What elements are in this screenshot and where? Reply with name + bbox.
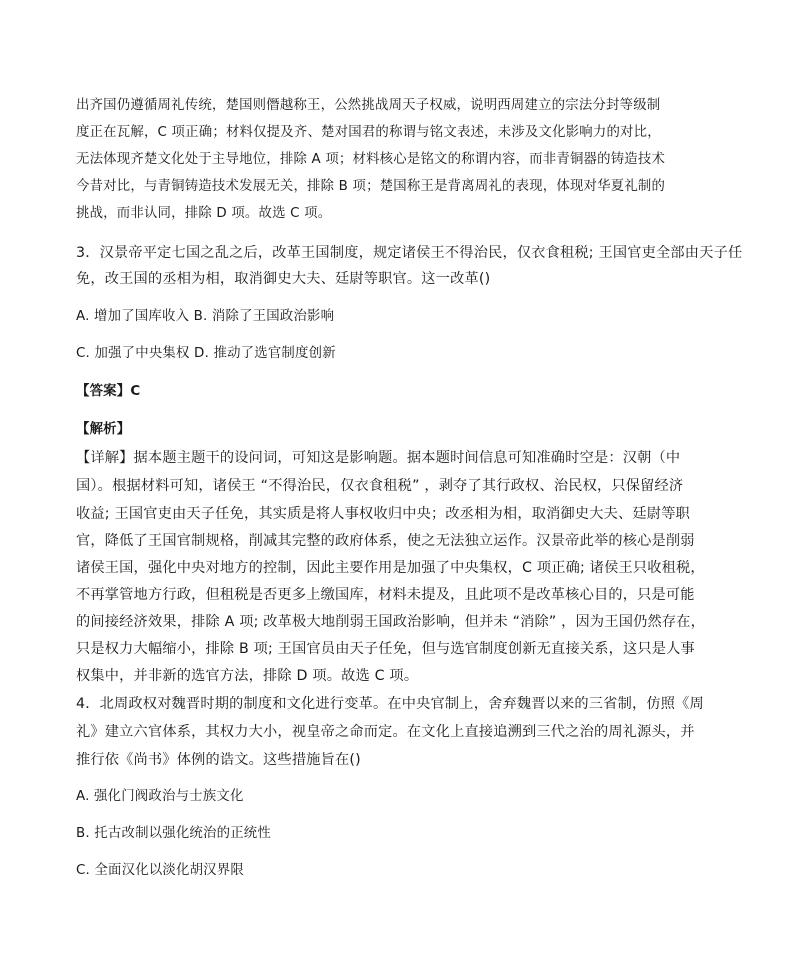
q3-detail-line-3: 收益; 王国官吏由天子任免，其实质是将人事权收归中央；改丞相为相，取消御史大夫、廷尉等职: [76, 506, 690, 522]
q3-detail-line-4: 官，降低了王国官制规格，削减其完整的政府体系，使之无法独立运作。汉景帝此举的核心是削弱: [76, 533, 695, 549]
q3-detail-line-2: 国）。根据材料可知，诸侯王 “不得治民，仅衣食租税” ，剥夺了其行政权、治民权，只保留经济: [76, 478, 684, 494]
q3-detail-line-8: 只是权力大幅缩小，排除 B 项; 王国官员由天子任免，但与选官制度创新无直接关系，这只是人事: [76, 641, 695, 657]
continuation-line-3: 无法体现齐楚文化处于主导地位，排除 A 项；材料核心是铭文的称谓内容，而非青铜器的铸造技术: [76, 152, 666, 167]
q4-stem-line-3: 推行依《尚书》体例的诰文。这些措施旨在(): [76, 752, 361, 768]
q3-detail-line-1: 【详解】据本题主题干的设问词，可知这是影响题。据本题时间信息可知准确时空是：汉朝（中: [76, 450, 681, 466]
q4-stem-line-2: 礼》建立六官体系，其权力大小，视皇帝之命而定。在文化上直接追溯到三代之治的周礼源头，并: [76, 724, 695, 740]
q3-answer: 【答案】C: [76, 384, 141, 399]
continuation-line-4: 今昔对比，与青铜铸造技术发展无关，排除 B 项；楚国称王是背离周礼的表现，体现对华夏礼制的: [76, 179, 666, 194]
q3-analysis-label: 【解析】: [76, 422, 131, 437]
continuation-line-2: 度正在瓦解，C 项正确；材料仅提及齐、楚对国君的称谓与铭文表述，未涉及文化影响力的对比，: [76, 125, 661, 140]
q3-stem-line-2: 免，改王国的丞相为相，取消御史大夫、廷尉等职官。这一改革(): [76, 271, 491, 287]
q4-option-b: B. 托古改制以强化统治的正统性: [76, 826, 271, 841]
q3-detail-line-9: 权集中，并非新的选官方法，排除 D 项。故选 C 项。: [76, 668, 419, 684]
q3-detail-line-7: 的间接经济效果，排除 A 项; 改革极大地削弱王国政治影响，但并未 “消除” ，因为王国仍然存在，: [76, 614, 706, 630]
q3-detail-line-6: 不再掌管地方行政，但租税是否更多上缴国库，材料未提及，且此项不是改革核心目的，只是可能: [76, 587, 695, 603]
q4-option-a: A. 强化门阀政治与士族文化: [76, 789, 244, 804]
continuation-line-5: 挑战，而非认同，排除 D 项。故选 C 项。: [76, 206, 332, 221]
q3-options-cd: C. 加强了中央集权 D. 推动了选官制度创新: [76, 346, 336, 361]
q3-options-ab: A. 增加了国库收入 B. 消除了王国政治影响: [76, 309, 335, 324]
continuation-line-1: 出齐国仍遵循周礼传统，楚国则僭越称王，公然挑战周天子权威，说明西周建立的宗法分封等级制: [76, 98, 661, 113]
q3-detail-line-5: 诸侯王国，强化中央对地方的控制，因此主要作用是加强了中央集权，C 项正确; 诸侯王只收租税，: [76, 560, 705, 576]
q3-stem-line-1: 3．汉景帝平定七国之乱之后，改革王国制度，规定诸侯王不得治民，仅衣食租税; 王国官吏全部由天子任: [76, 245, 743, 261]
q4-option-c: C. 全面汉化以淡化胡汉界限: [76, 863, 244, 878]
q4-stem-line-1: 4．北周政权对魏晋时期的制度和文化进行变革。在中央官制上，舍弃魏晋以来的三省制，仿照《周: [76, 696, 704, 712]
